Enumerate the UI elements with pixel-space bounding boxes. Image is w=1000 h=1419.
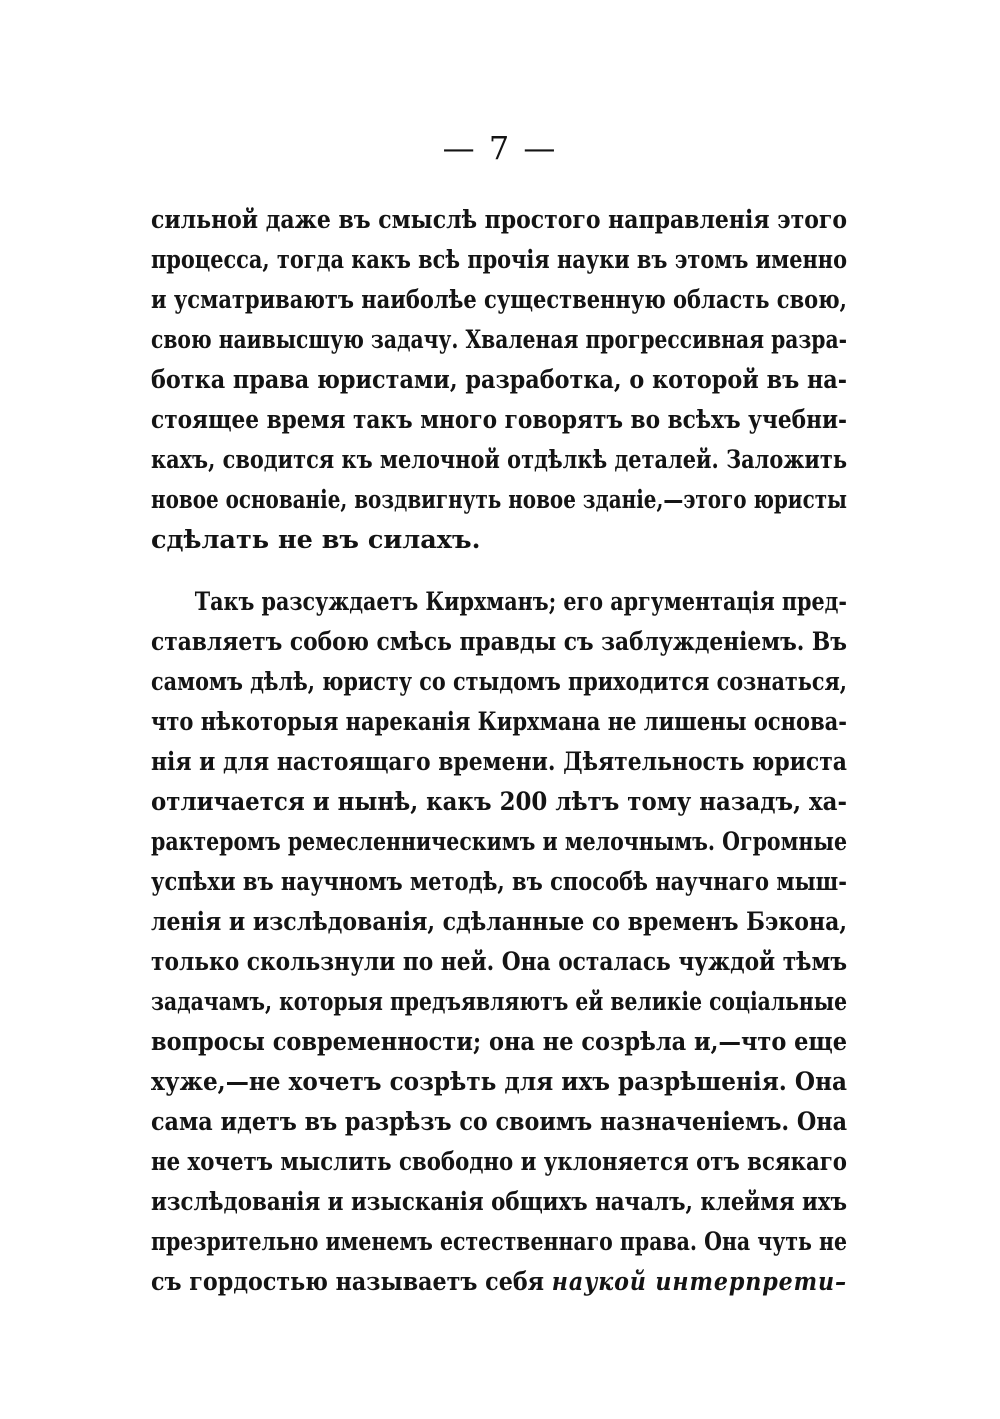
text-line: только скользнули по ней. Она осталась чуждой тѣмъ <box>151 947 847 977</box>
text-line: что нѣкоторыя нареканія Кирхмана не лишены основа- <box>151 707 847 737</box>
text-line: ботка права юристами, разработка, о которой въ на- <box>151 365 847 395</box>
text-line: свою наивысшую задачу. Хваленая прогрессивная разра- <box>151 325 847 355</box>
text-line: Такъ разсуждаетъ Кирхманъ; его аргументація пред- <box>194 587 847 617</box>
text-line: процесса, тогда какъ всѣ прочія науки въ этомъ именно <box>151 245 847 275</box>
final-line-plain: съ гордостью называетъ себя <box>151 1267 552 1297</box>
text-line: новое основаніе, воздвигнуть новое зданіе,—этого юристы <box>151 485 847 515</box>
text-line: успѣхи въ научномъ методѣ, въ способѣ научнаго мыш- <box>151 867 847 897</box>
text-line: и усматриваютъ наиболѣе существенную область свою, <box>151 285 847 315</box>
text-line: отличается и нынѣ, какъ 200 лѣтъ тому назадъ, ха- <box>151 787 847 817</box>
text-line: кахъ, сводится къ мелочной отдѣлкѣ деталей. Заложить <box>151 445 847 475</box>
body-text <box>151 200 847 1302</box>
paragraph-gap <box>151 560 847 582</box>
paragraph-1 <box>151 200 847 560</box>
text-line: не хочетъ мыслить свободно и уклоняется отъ всякаго <box>151 1147 847 1177</box>
text-line: ставляетъ собою смѣсь правды съ заблужденіемъ. Въ <box>151 627 847 657</box>
text-line: ленія и изслѣдованія, сдѣланные со временъ Бэкона, <box>151 907 847 937</box>
paragraph-2 <box>151 582 847 1302</box>
page-number: — 7 — <box>442 129 558 167</box>
text-line: задачамъ, которыя предъявляютъ ей великіе соціальные <box>151 987 847 1017</box>
text-line: стоящее время такъ много говорятъ во всѣхъ учебни- <box>151 405 847 435</box>
text-line-final <box>151 1262 847 1302</box>
final-line-italic: наукой интерпрети– <box>551 1267 847 1297</box>
text-line: хуже,—не хочетъ созрѣть для ихъ разрѣшенія. Она <box>151 1067 847 1097</box>
text-line: презрительно именемъ естественнаго права. Она чуть не <box>151 1227 847 1257</box>
text-line: вопросы современности; она не созрѣла и,—что еще <box>151 1027 847 1057</box>
text-line: сдѣлать не въ силахъ. <box>151 525 481 555</box>
text-line: рактеромъ ремесленническимъ и мелочнымъ. Огромные <box>151 827 847 857</box>
text-line: сильной даже въ смыслѣ простого направленія этого <box>151 205 847 235</box>
text-line: самомъ дѣлѣ, юристу со стыдомъ приходится сознаться, <box>151 667 847 697</box>
text-line: изслѣдованія и изысканія общихъ началъ, клеймя ихъ <box>151 1187 847 1217</box>
text-line: нія и для настоящаго времени. Дѣятельность юриста <box>151 747 847 777</box>
text-line: сама идетъ въ разрѣзъ со своимъ назначеніемъ. Она <box>151 1107 847 1137</box>
